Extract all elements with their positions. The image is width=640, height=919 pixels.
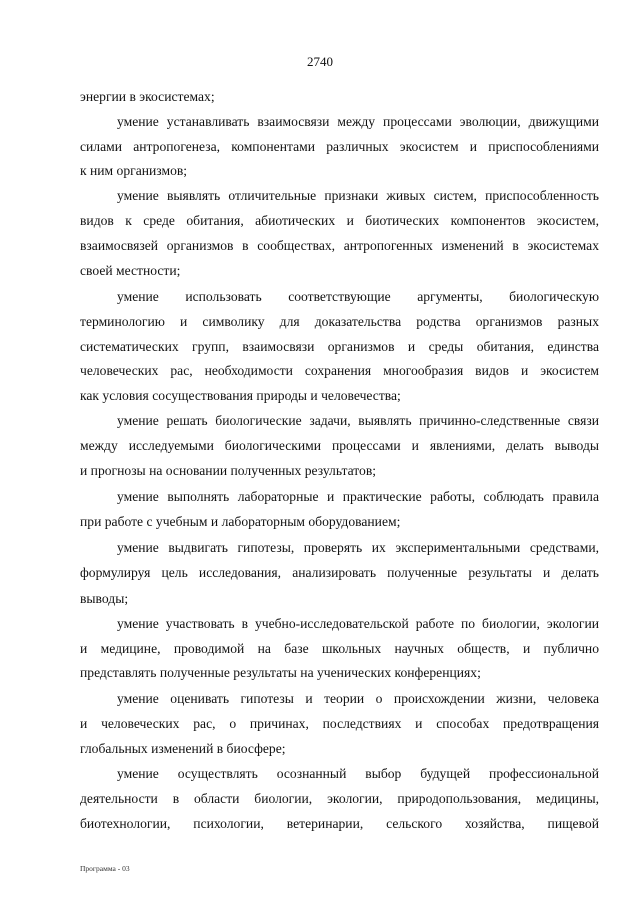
- text-line: своей местности;: [80, 263, 181, 278]
- text-line: энергии в экосистемах;: [80, 89, 215, 104]
- text-line: умение оценивать гипотезы и теории о происхождении жизни, человека: [117, 691, 599, 706]
- text-line: терминологию и символику для доказательства родства организмов разных: [80, 314, 599, 329]
- text-line: систематических групп, взаимосвязи организмов и среды обитания, единства: [80, 339, 599, 354]
- text-line: силами антропогенеза, компонентами различных экосистем и приспособлениями: [80, 139, 599, 154]
- text-line: деятельности в области биологии, экологии, природопользования, медицины,: [80, 791, 599, 806]
- text-line: между исследуемыми биологическими процессами и явлениями, делать выводы: [80, 438, 599, 453]
- text-line: умение выполнять лабораторные и практические работы, соблюдать правила: [117, 489, 599, 504]
- text-line: и медицине, проводимой на базе школьных научных обществ, и публично: [80, 641, 599, 656]
- text-line: формулируя цель исследования, анализировать полученные результаты и делать: [80, 565, 599, 580]
- text-line: как условия сосуществования природы и человечества;: [80, 388, 401, 403]
- text-line: умение решать биологические задачи, выявлять причинно-следственные связи: [117, 413, 599, 428]
- text-line: глобальных изменений в биосфере;: [80, 741, 286, 756]
- text-line: видов к среде обитания, абиотических и биотических компонентов экосистем,: [80, 213, 599, 228]
- text-line: умение выдвигать гипотезы, проверять их экспериментальными средствами,: [117, 540, 599, 555]
- text-line: к ним организмов;: [80, 163, 188, 178]
- text-line: умение устанавливать взаимосвязи между процессами эволюции, движущими: [117, 114, 599, 129]
- text-line: и прогнозы на основании полученных результатов;: [80, 463, 377, 478]
- text-line: умение осуществлять осознанный выбор будущей профессиональной: [117, 766, 599, 781]
- text-line: биотехнологии, психологии, ветеринарии, сельского хозяйства, пищевой: [80, 816, 599, 831]
- text-line: умение участвовать в учебно-исследовательской работе по биологии, экологии: [117, 616, 599, 631]
- text-line: взаимосвязей организмов в сообществах, антропогенных изменений в экосистемах: [80, 238, 599, 253]
- text-line: представлять полученные результаты на ученических конференциях;: [80, 665, 481, 680]
- page-number: 2740: [307, 54, 333, 69]
- text-line: выводы;: [80, 591, 129, 606]
- text-line: при работе с учебным и лабораторным оборудованием;: [80, 514, 401, 529]
- footer-note: Программа - 03: [80, 864, 130, 873]
- text-line: человеческих рас, необходимости сохранения многообразия видов и экосистем: [80, 363, 599, 378]
- text-line: и человеческих рас, о причинах, последствиях и способах предотвращения: [80, 716, 599, 731]
- text-line: умение использовать соответствующие аргументы, биологическую: [117, 289, 599, 304]
- text-line: умение выявлять отличительные признаки живых систем, приспособленность: [117, 188, 599, 203]
